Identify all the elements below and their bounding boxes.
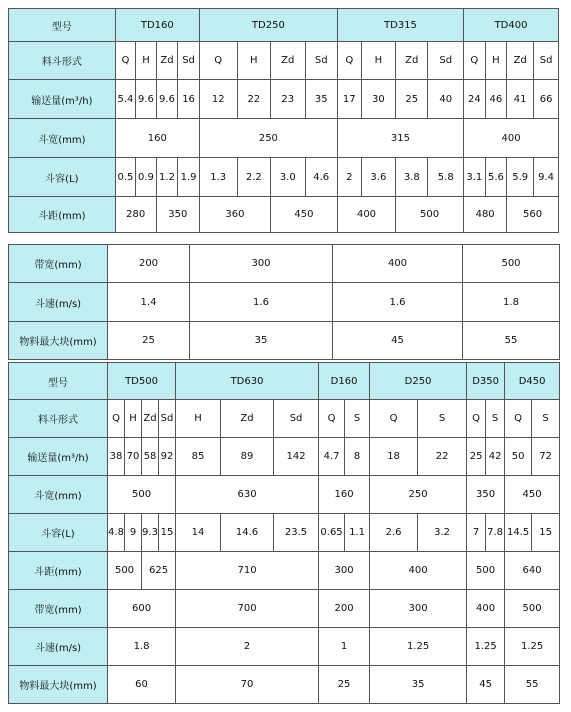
cell: 1.6 <box>333 283 463 322</box>
cell: 14 <box>176 514 221 552</box>
model-label: 型号 <box>9 363 108 400</box>
cell: 9.6 <box>156 80 178 119</box>
cell: 500 <box>467 552 505 590</box>
cell: Q <box>370 400 418 438</box>
cell: 25 <box>467 438 486 476</box>
cell: 400 <box>467 590 505 628</box>
cell: Zd <box>271 42 306 80</box>
cell: 25 <box>396 80 428 119</box>
cell: 710 <box>176 552 319 590</box>
cell: 600 <box>108 590 176 628</box>
cell: 360 <box>199 197 270 233</box>
cell: 1.1 <box>345 514 370 552</box>
cell: Zd <box>507 42 534 80</box>
cell: Q <box>115 42 135 80</box>
width-label: 斗宽(mm) <box>9 119 116 158</box>
volume-label: 斗容(L) <box>9 514 108 552</box>
model-td160: TD160 <box>115 9 199 42</box>
cell: H <box>176 400 221 438</box>
cell: 400 <box>370 552 467 590</box>
volume-row <box>9 514 560 552</box>
volume-label: 斗容(L) <box>9 158 116 197</box>
cell: 400 <box>333 245 463 283</box>
cell: 70 <box>176 666 319 704</box>
belt-width-row <box>9 590 560 628</box>
cell: 450 <box>271 197 338 233</box>
cell: 160 <box>319 476 370 514</box>
cell: 4.8 <box>108 514 125 552</box>
cell: 160 <box>115 119 199 158</box>
cell: 9 <box>125 514 142 552</box>
volume-row <box>9 158 559 197</box>
cell: 1.4 <box>108 283 190 322</box>
cell: Zd <box>396 42 428 80</box>
form-row <box>9 400 560 438</box>
cell: 60 <box>108 666 176 704</box>
width-row <box>9 476 560 514</box>
cell: 1.25 <box>467 628 505 666</box>
cell: Q <box>464 42 486 80</box>
cell: S <box>345 400 370 438</box>
cell: 40 <box>428 80 464 119</box>
cell: 1.2 <box>156 158 178 197</box>
cell: 66 <box>534 80 559 119</box>
cell: Zd <box>221 400 274 438</box>
cell: 300 <box>370 590 467 628</box>
cell: 300 <box>190 245 333 283</box>
cell: 630 <box>176 476 319 514</box>
cell: H <box>136 42 156 80</box>
cell: 300 <box>319 552 370 590</box>
model-d450: D450 <box>505 363 560 400</box>
cell: 3.6 <box>361 158 396 197</box>
cell: 2.2 <box>237 158 270 197</box>
cell: Sd <box>178 42 200 80</box>
speed-row <box>9 283 560 322</box>
cell: 4.7 <box>319 438 345 476</box>
capacity-row <box>9 438 560 476</box>
cell: 30 <box>361 80 396 119</box>
cell: Sd <box>305 42 337 80</box>
model-td315: TD315 <box>337 9 463 42</box>
belt-width-label: 带宽(mm) <box>9 590 108 628</box>
cell: 92 <box>159 438 176 476</box>
cell: S <box>532 400 560 438</box>
form-row <box>9 42 559 80</box>
cell: H <box>361 42 396 80</box>
width-row <box>9 119 559 158</box>
cell: 4.6 <box>305 158 337 197</box>
cell: 3.0 <box>271 158 306 197</box>
cell: 500 <box>108 552 142 590</box>
cell: Q <box>319 400 345 438</box>
model-row <box>9 363 560 400</box>
cell: 2 <box>176 628 319 666</box>
speed-label: 斗速(m/s) <box>9 283 108 322</box>
pitch-label: 斗距(mm) <box>9 552 108 590</box>
cell: 14.6 <box>221 514 274 552</box>
cell: Sd <box>534 42 559 80</box>
cell: 500 <box>396 197 464 233</box>
spec-table-belt-speed <box>8 244 560 360</box>
cell: 5.4 <box>115 80 135 119</box>
cell: H <box>125 400 142 438</box>
cell: 1.6 <box>190 283 333 322</box>
cell: 350 <box>467 476 505 514</box>
pitch-row <box>9 197 559 233</box>
cell: 2.6 <box>370 514 418 552</box>
model-label: 型号 <box>9 9 116 42</box>
max-lump-row <box>9 666 560 704</box>
cell: 35 <box>190 322 333 360</box>
cell: Q <box>108 400 125 438</box>
cell: 55 <box>505 666 560 704</box>
cell: Q <box>337 42 361 80</box>
cell: 0.5 <box>115 158 135 197</box>
cell: 280 <box>115 197 156 233</box>
cell: 85 <box>176 438 221 476</box>
cell: Q <box>199 42 237 80</box>
cell: S <box>418 400 467 438</box>
model-row <box>9 9 559 42</box>
cell: 45 <box>333 322 463 360</box>
model-td400: TD400 <box>464 9 559 42</box>
cell: 3.2 <box>418 514 467 552</box>
cell: 35 <box>370 666 467 704</box>
cell: 560 <box>507 197 559 233</box>
cell: 22 <box>418 438 467 476</box>
cell: H <box>237 42 270 80</box>
cell: 1.25 <box>370 628 467 666</box>
cell: 5.8 <box>428 158 464 197</box>
cell: 250 <box>370 476 467 514</box>
form-label: 料斗形式 <box>9 400 108 438</box>
cell: 25 <box>108 322 190 360</box>
cell: 41 <box>507 80 534 119</box>
cell: 9.3 <box>142 514 159 552</box>
cell: 1.3 <box>199 158 237 197</box>
cell: Zd <box>142 400 159 438</box>
cell: 7 <box>467 514 486 552</box>
cell: 640 <box>505 552 560 590</box>
cell: 70 <box>125 438 142 476</box>
cell: 9.4 <box>534 158 559 197</box>
cell: 46 <box>485 80 507 119</box>
width-label: 斗宽(mm) <box>9 476 108 514</box>
form-label: 料斗形式 <box>9 42 116 80</box>
cell: 23.5 <box>274 514 319 552</box>
cell: 500 <box>463 245 560 283</box>
cell: 700 <box>176 590 319 628</box>
cell: 1 <box>319 628 370 666</box>
cell: 0.9 <box>136 158 156 197</box>
cell: H <box>485 42 507 80</box>
cell: S <box>486 400 505 438</box>
cell: Sd <box>159 400 176 438</box>
cell: 3.1 <box>464 158 486 197</box>
speed-row <box>9 628 560 666</box>
cell: 3.8 <box>396 158 428 197</box>
model-td250: TD250 <box>199 9 337 42</box>
cell: Sd <box>428 42 464 80</box>
belt-width-label: 带宽(mm) <box>9 245 108 283</box>
cell: 2 <box>337 158 361 197</box>
cell: 625 <box>142 552 176 590</box>
cell: 1.8 <box>463 283 560 322</box>
cell: 35 <box>305 80 337 119</box>
max-lump-row <box>9 322 560 360</box>
cell: 38 <box>108 438 125 476</box>
spec-table-td160-td400 <box>8 8 559 233</box>
cell: 400 <box>337 197 395 233</box>
cell: 12 <box>199 80 237 119</box>
capacity-label: 输送量(m³/h) <box>9 80 116 119</box>
pitch-label: 斗距(mm) <box>9 197 116 233</box>
cell: 1.9 <box>178 158 200 197</box>
cell: 58 <box>142 438 159 476</box>
cell: 500 <box>108 476 176 514</box>
cell: 89 <box>221 438 274 476</box>
cell: 25 <box>319 666 370 704</box>
cell: 24 <box>464 80 486 119</box>
cell: 350 <box>156 197 199 233</box>
cell: 200 <box>319 590 370 628</box>
cell: 200 <box>108 245 190 283</box>
cell: Zd <box>156 42 178 80</box>
cell: 8 <box>345 438 370 476</box>
cell: 72 <box>532 438 560 476</box>
cell: 9.6 <box>136 80 156 119</box>
cell: 5.9 <box>507 158 534 197</box>
cell: 15 <box>532 514 560 552</box>
cell: 23 <box>271 80 306 119</box>
cell: 15 <box>159 514 176 552</box>
belt-width-row <box>9 245 560 283</box>
pitch-row <box>9 552 560 590</box>
model-d250: D250 <box>370 363 467 400</box>
cell: 5.6 <box>485 158 507 197</box>
cell: Q <box>505 400 532 438</box>
capacity-row <box>9 80 559 119</box>
cell: 1.25 <box>505 628 560 666</box>
max-lump-label: 物料最大块(mm) <box>9 322 108 360</box>
cell: 250 <box>199 119 337 158</box>
speed-label: 斗速(m/s) <box>9 628 108 666</box>
cell: 45 <box>467 666 505 704</box>
cell: 50 <box>505 438 532 476</box>
model-td500: TD500 <box>108 363 176 400</box>
cell: 315 <box>337 119 463 158</box>
spec-table-td500-d450 <box>8 362 560 704</box>
max-lump-label: 物料最大块(mm) <box>9 666 108 704</box>
cell: 42 <box>486 438 505 476</box>
cell: 16 <box>178 80 200 119</box>
capacity-label: 输送量(m³/h) <box>9 438 108 476</box>
cell: 142 <box>274 438 319 476</box>
cell: 1.8 <box>108 628 176 666</box>
cell: 22 <box>237 80 270 119</box>
cell: 7.8 <box>486 514 505 552</box>
cell: 500 <box>505 590 560 628</box>
cell: 55 <box>463 322 560 360</box>
cell: 18 <box>370 438 418 476</box>
cell: Q <box>467 400 486 438</box>
cell: 17 <box>337 80 361 119</box>
cell: 400 <box>464 119 559 158</box>
cell: 480 <box>464 197 507 233</box>
cell: 14.5 <box>505 514 532 552</box>
cell: 450 <box>505 476 560 514</box>
model-d160: D160 <box>319 363 370 400</box>
cell: Sd <box>274 400 319 438</box>
model-td630: TD630 <box>176 363 319 400</box>
model-d350: D350 <box>467 363 505 400</box>
cell: 0.65 <box>319 514 345 552</box>
